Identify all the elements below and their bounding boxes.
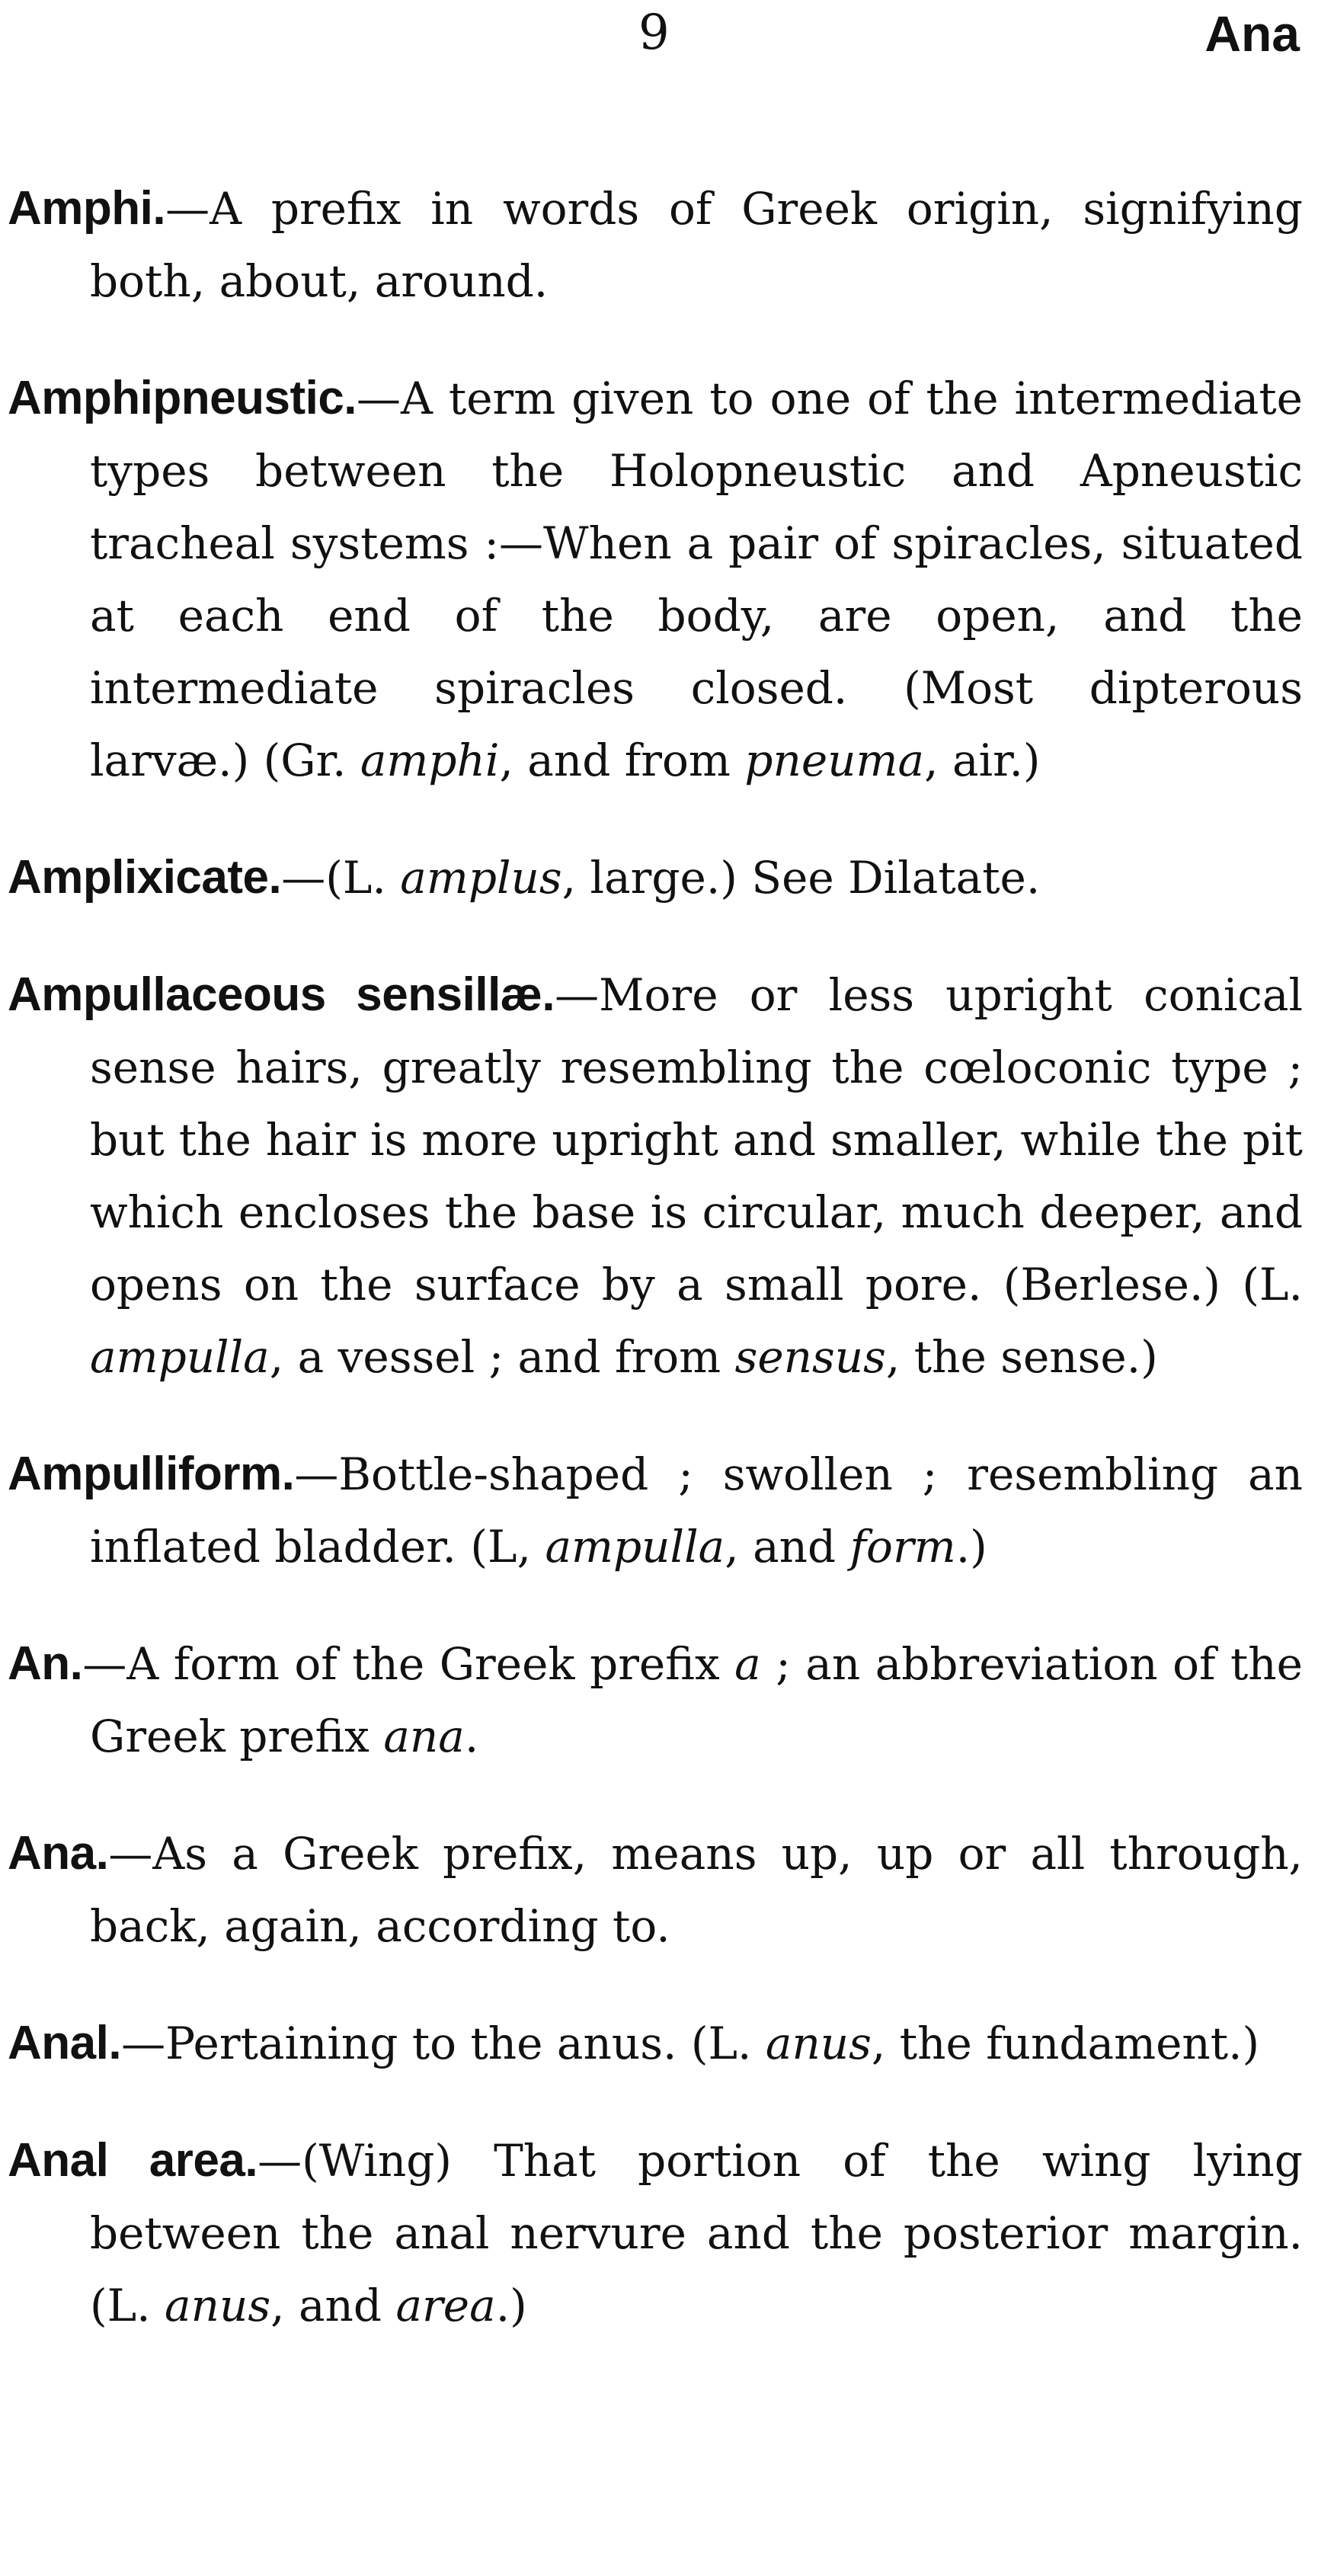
entry-term: Amphi. — [8, 182, 166, 235]
entry-term: Amplixicate. — [8, 851, 282, 904]
entry-term: Anal area. — [8, 2134, 258, 2187]
running-head: Ana — [1204, 5, 1300, 62]
entry-definition: —More or less upright conical sense hairs, greatly resembling the cœloconic type ; but the hair is more upright and smaller, while the pit which encloses the base is circular, much deeper, and opens on the surface by a small pore. (Berlese.) (L. ampulla, a vessel ; and from sensus, the sense.) — [90, 969, 1303, 1383]
entry-definition: —(L. amplus, large.) See Dilatate. — [281, 852, 1041, 904]
entry-term: Anal. — [8, 2017, 122, 2069]
entry-term: Amphipneustic. — [8, 372, 357, 424]
page-number: 9 — [638, 5, 670, 61]
glossary-entry — [8, 1627, 1303, 1773]
entry-definition: —A term given to one of the intermediate types between the Holopneustic and Apneustic tracheal systems :—When a pair of spiracles, situated at each end of the body, are open, and the intermediate spiracles closed. (Most dipterous larvæ.) (Gr. amphi, and from pneuma, air.) — [90, 373, 1303, 786]
entry-definition: —Pertaining to the anus. (L. anus, the fundament.) — [121, 2018, 1260, 2069]
entry-definition: —Bottle-shaped ; swollen ; resembling an inflated bladder. (L, ampulla, and form.) — [90, 1448, 1303, 1573]
glossary-entry — [8, 2007, 1303, 2080]
page-header — [0, 0, 1318, 69]
entry-term: An. — [8, 1637, 83, 1690]
entry-term: Ampullaceous sensillæ. — [8, 968, 555, 1021]
entry-definition: —A form of the Greek prefix a ; an abbreviation of the Greek prefix ana. — [82, 1638, 1303, 1762]
entry-definition: —As a Greek prefix, means up, up or all through, back, again, according to. — [90, 1828, 1303, 1952]
entry-definition: —(Wing) That portion of the wing lying between the anal nervure and the posterior margin. (L. anus, and area.) — [90, 2135, 1303, 2331]
glossary-entry — [8, 1817, 1303, 1963]
glossary-entry — [8, 841, 1303, 914]
entry-term: Ampulliform. — [8, 1448, 295, 1500]
glossary-entry — [8, 172, 1303, 318]
glossary-entries — [8, 128, 1303, 2380]
entry-definition: —A prefix in words of Greek origin, signifying both, about, around. — [90, 183, 1303, 307]
glossary-entry — [8, 362, 1303, 797]
entry-term: Ana. — [8, 1827, 109, 1880]
glossary-entry — [8, 2124, 1303, 2342]
glossary-entry — [8, 958, 1303, 1394]
glossary-entry — [8, 1438, 1303, 1583]
